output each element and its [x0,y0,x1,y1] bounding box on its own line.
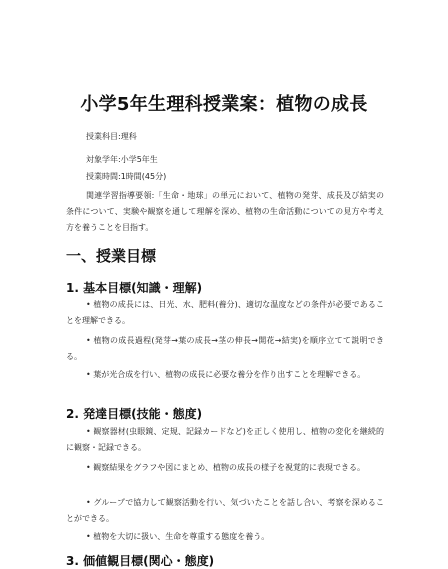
list-item: • 植物を大切に扱い、生命を尊重する態度を養う。 [86,532,270,541]
list-item: • グループで協力して観察活動を行い、気づいたことを話し合い、考察を深めることができる。 [66,498,384,523]
list-item: • 植物の成長には、日光、水、肥料(養分)、適切な温度などの条件が必要であることを理解できる。 [66,300,384,325]
subsection-heading-development: 2. 発達目標(技能・態度) [66,407,203,421]
meta-subject: 授業科目:理科 [86,132,137,141]
list-item: • 葉が光合成を行い、植物の成長に必要な養分を作り出すことを理解できる。 [86,370,366,379]
section-heading-goals: 一、授業目標 [66,247,157,265]
list-item: • 観察結果をグラフや図にまとめ、植物の成長の様子を視覚的に表現できる。 [86,463,365,472]
meta-time: 授業時間:1時間(45分) [86,172,167,181]
list-item: • 観察器材(虫眼鏡、定規、記録カードなど)を正しく使用し、植物の変化を継続的に観察・記録できる。 [66,427,384,452]
subsection-heading-values: 3. 価値観目標(関心・態度) [66,554,215,568]
intro-paragraph: 関連学習指導要領:「生命・地球」の単元において、植物の発芽、成長及び結実の条件について、実験や観察を通して理解を深め、植物の生命活動についての見方や考え方を養うことを目指す。 [66,191,384,232]
document-title: 小学5年生理科授業案：植物の成長 [80,94,368,115]
subsection-heading-basic: 1. 基本目標(知識・理解) [66,281,203,295]
meta-grade: 対象学年:小学5年生 [86,155,158,164]
list-item: • 植物の成長過程(発芽→葉の成長→茎の伸長→開花→結実)を順序立てて説明できる。 [66,336,384,361]
